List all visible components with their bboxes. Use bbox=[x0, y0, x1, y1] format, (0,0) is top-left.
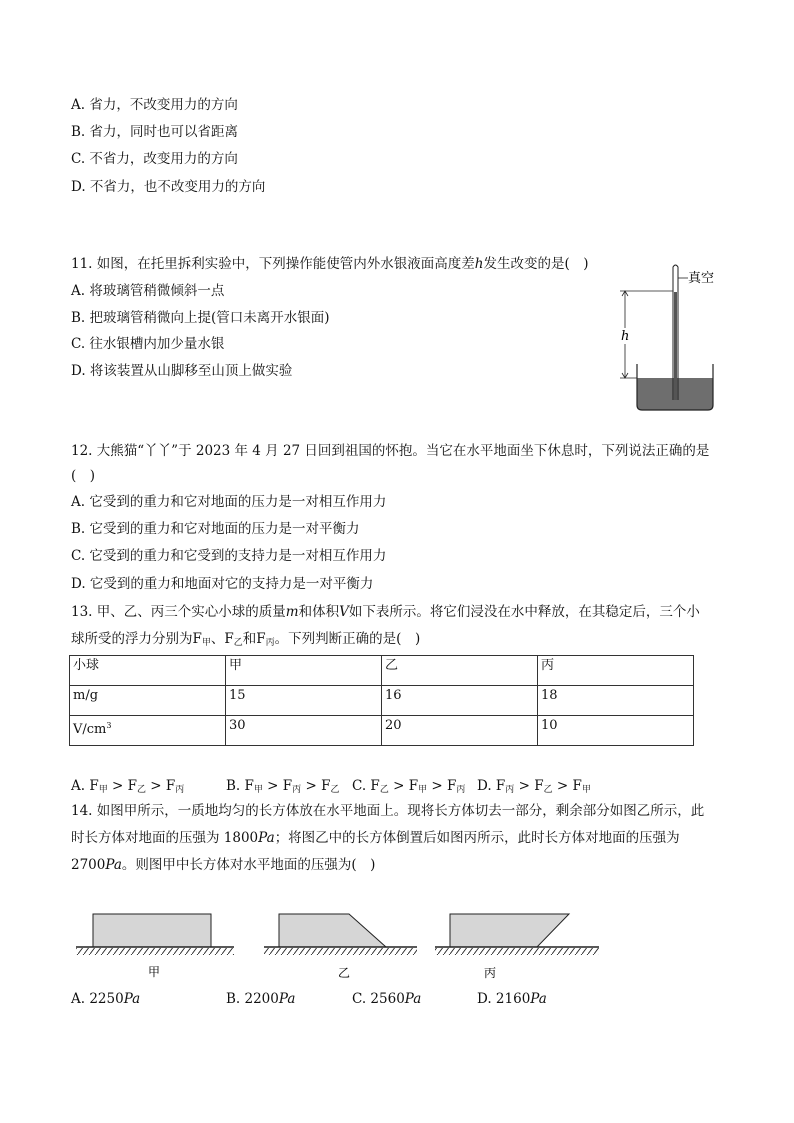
q10-option-b: B. 省力，同时也可以省距离 bbox=[71, 124, 239, 140]
opt-text: > F bbox=[552, 778, 582, 794]
q13-stem-1b: 和体积 bbox=[298, 604, 340, 620]
opt-text: D. F bbox=[477, 778, 506, 794]
q10-option-c: C. 不省力，改变用力的方向 bbox=[71, 151, 238, 167]
opt-text: A. 2250 bbox=[71, 991, 124, 1007]
opt-unit: Pa bbox=[404, 991, 422, 1007]
q13-stem-line2 bbox=[71, 630, 420, 652]
ground-hatch-yi bbox=[264, 948, 417, 955]
q12-option-b: B. 它受到的重力和它对地面的压力是一对平衡力 bbox=[71, 521, 360, 537]
q13-v: V bbox=[339, 604, 349, 620]
q12-stem-line2: ( ) bbox=[71, 468, 96, 484]
q14-stem-line2 bbox=[71, 829, 680, 847]
q11-option-c: C. 往水银槽内加少量水银 bbox=[71, 336, 225, 352]
table-cell: 20 bbox=[382, 716, 538, 746]
q10-option-d: D. 不省力，也不改变用力的方向 bbox=[71, 179, 266, 195]
opt-text: > F bbox=[514, 778, 544, 794]
q13-option-b bbox=[226, 777, 339, 799]
opt-sub: 甲 bbox=[253, 785, 263, 795]
q13-stem-1a: 13. 甲、乙、丙三个实心小球的质量 bbox=[71, 604, 286, 620]
table-cell: 30 bbox=[226, 716, 382, 746]
q14-option-b bbox=[226, 990, 295, 1008]
q14-stem-3b: 。则图甲中长方体对水平地面的压强为( ) bbox=[121, 857, 376, 873]
opt-text: C. 2560 bbox=[352, 991, 405, 1007]
q14-option-d bbox=[477, 990, 547, 1008]
q13-stem-2b: 。下列判断正确的是( ) bbox=[274, 631, 421, 647]
label-bing: 丙 bbox=[484, 966, 497, 980]
opt-text: > F bbox=[262, 778, 293, 794]
q11-stem bbox=[71, 255, 589, 273]
table-cell: 乙 bbox=[382, 656, 538, 686]
opt-sub: 丙 bbox=[456, 785, 466, 795]
label-jia: 甲 bbox=[148, 965, 161, 979]
q13-sub-bing: 丙 bbox=[265, 638, 275, 648]
vacuum-label: 真空 bbox=[688, 271, 715, 286]
opt-text: > F bbox=[388, 778, 419, 794]
table-cell: 丙 bbox=[538, 656, 694, 686]
q13-option-a bbox=[71, 777, 184, 799]
block-jia bbox=[93, 914, 211, 947]
q13-sub-yi: 乙 bbox=[233, 638, 243, 648]
q11-stem-a: 11. 如图，在托里拆利实验中，下列操作能使管内外水银液面高度差 bbox=[71, 256, 475, 272]
label-yi: 乙 bbox=[338, 966, 351, 980]
opt-text: A. F bbox=[71, 778, 99, 794]
h-label: h bbox=[621, 329, 630, 344]
table-cell: 15 bbox=[226, 686, 382, 716]
opt-text: C. F bbox=[352, 778, 380, 794]
table-cell: 小球 bbox=[70, 656, 226, 686]
q11-option-d: D. 将该装置从山脚移至山顶上做实验 bbox=[71, 363, 293, 379]
q11-option-b: B. 把玻璃管稍微向上提(管口未离开水银面) bbox=[71, 310, 330, 326]
volume-sup: 3 bbox=[106, 721, 112, 730]
q14-option-a bbox=[71, 990, 140, 1008]
table-cell: m/g bbox=[70, 686, 226, 716]
ground-hatch-bing bbox=[435, 948, 599, 955]
opt-sub: 丙 bbox=[505, 785, 515, 795]
opt-sub: 乙 bbox=[379, 785, 389, 795]
opt-sub: 甲 bbox=[581, 785, 591, 795]
q13-stem-1c: 如下表所示。将它们浸没在水中释放，在其稳定后，三个小 bbox=[348, 604, 700, 620]
q13-table bbox=[69, 655, 694, 746]
q13-m: m bbox=[285, 604, 299, 620]
opt-unit: Pa bbox=[123, 991, 141, 1007]
opt-unit: Pa bbox=[278, 991, 296, 1007]
q12-option-c: C. 它受到的重力和它受到的支持力是一对相互作用力 bbox=[71, 548, 387, 564]
torricelli-figure bbox=[600, 258, 730, 418]
q12-option-a: A. 它受到的重力和它对地面的压力是一对相互作用力 bbox=[71, 494, 387, 510]
ground-hatch-jia bbox=[76, 948, 234, 955]
opt-text: > F bbox=[107, 778, 137, 794]
q13-option-c bbox=[352, 777, 465, 799]
q13-option-d bbox=[477, 777, 591, 799]
opt-text: > F bbox=[146, 778, 176, 794]
opt-sub: 乙 bbox=[330, 785, 340, 795]
opt-sub: 乙 bbox=[136, 785, 146, 795]
q10-option-a: A. 省力，不改变用力的方向 bbox=[71, 97, 238, 113]
q14-stem-2b: ；将图乙中的长方体倒置后如图丙所示，此时长方体对地面的压强为 bbox=[274, 830, 680, 846]
opt-text: B. F bbox=[226, 778, 254, 794]
block-yi bbox=[279, 914, 386, 947]
opt-text: > F bbox=[301, 778, 331, 794]
opt-sub: 甲 bbox=[98, 785, 108, 795]
table-row bbox=[70, 686, 694, 716]
opt-text: B. 2200 bbox=[226, 991, 279, 1007]
q14-stem-3a: 2700 bbox=[71, 857, 106, 873]
opt-unit: Pa bbox=[530, 991, 547, 1007]
table-cell bbox=[70, 716, 226, 746]
table-row bbox=[70, 656, 694, 686]
q14-unit: Pa bbox=[105, 857, 122, 873]
volume-label: V/cm bbox=[73, 722, 107, 737]
q14-figures bbox=[72, 906, 602, 984]
q13-comma: 、F bbox=[210, 631, 234, 647]
q12-stem-line1: 12. 大熊猫“丫丫”于 2023 年 4 月 27 日回到祖国的怀抱。当它在水平地面坐下休息时，下列说法正确的是 bbox=[71, 443, 710, 459]
q13-stem-line1 bbox=[71, 603, 700, 621]
opt-sub: 甲 bbox=[418, 785, 428, 795]
table-cell: 10 bbox=[538, 716, 694, 746]
opt-text: D. 2160 bbox=[477, 991, 531, 1007]
opt-sub: 乙 bbox=[543, 785, 553, 795]
q13-sub-jia: 甲 bbox=[201, 638, 211, 648]
q13-stem-2a: 球所受的浮力分别为F bbox=[71, 631, 202, 647]
tube-mercury-column bbox=[674, 292, 677, 400]
table-cell: 16 bbox=[382, 686, 538, 716]
q14-unit: Pa bbox=[258, 830, 275, 846]
opt-sub: 丙 bbox=[292, 785, 302, 795]
q11-stem-h: h bbox=[474, 256, 484, 272]
q13-and: 和F bbox=[242, 631, 266, 647]
q14-stem-line1: 14. 如图甲所示，一质地均匀的长方体放在水平地面上。现将长方体切去一部分，剩余部分如图乙所示，此 bbox=[71, 803, 705, 819]
q11-stem-b: 发生改变的是( ) bbox=[483, 256, 589, 272]
table-row bbox=[70, 716, 694, 746]
q12-option-d: D. 它受到的重力和地面对它的支持力是一对平衡力 bbox=[71, 576, 374, 592]
table-cell: 甲 bbox=[226, 656, 382, 686]
q14-stem-2a: 时长方体对地面的压强为 1800 bbox=[71, 830, 259, 846]
table-cell: 18 bbox=[538, 686, 694, 716]
q14-stem-line3 bbox=[71, 856, 375, 874]
q14-option-c bbox=[352, 990, 421, 1008]
q11-option-a: A. 将玻璃管稍微倾斜一点 bbox=[71, 283, 225, 299]
opt-text: > F bbox=[427, 778, 457, 794]
opt-sub: 丙 bbox=[175, 785, 185, 795]
block-bing bbox=[450, 914, 569, 947]
